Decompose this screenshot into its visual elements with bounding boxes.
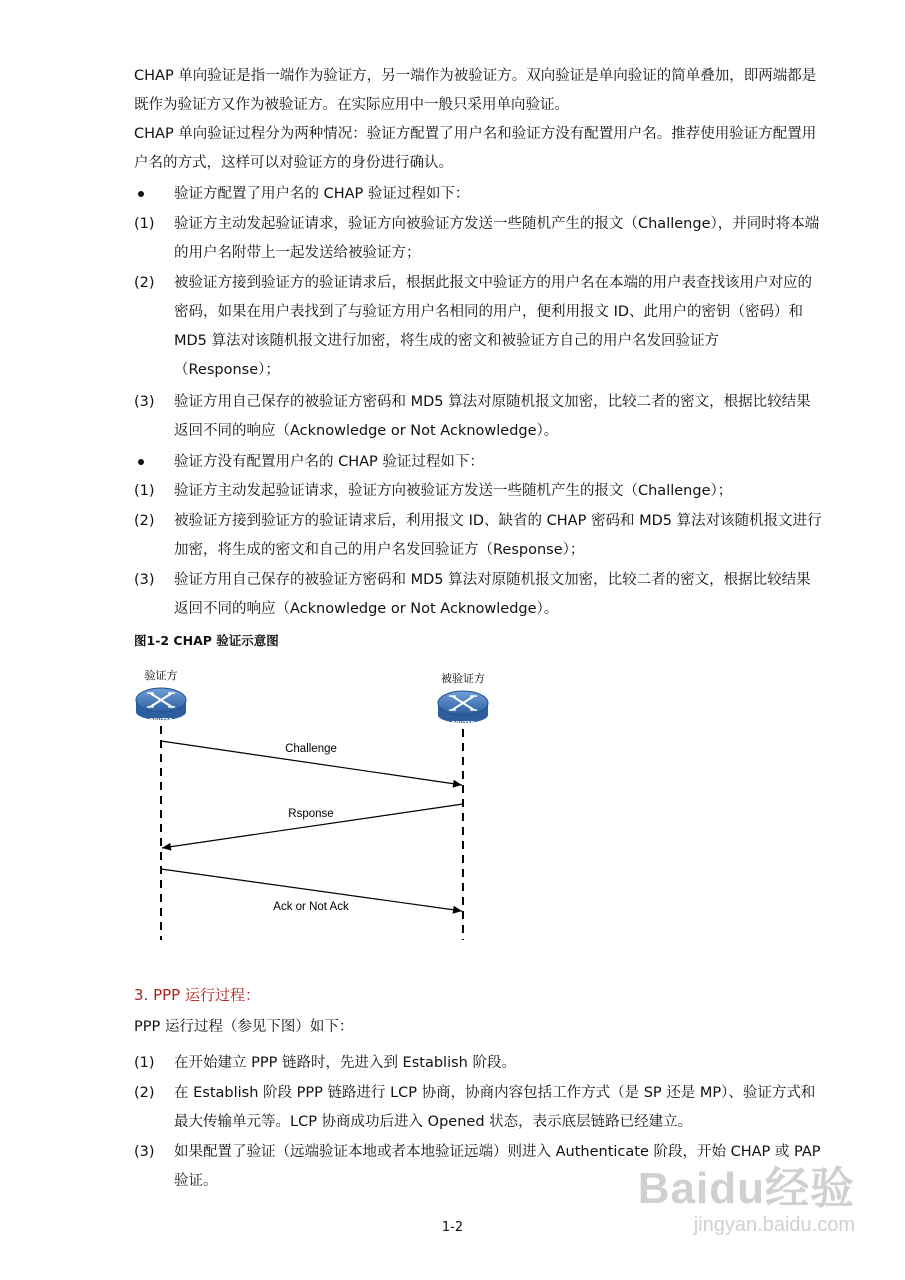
bullet-icon — [138, 459, 144, 465]
list-number: (3) — [134, 1144, 155, 1160]
list-number: (3) — [134, 394, 155, 410]
bullet-configured-username — [134, 180, 824, 209]
router-text: ROUTER — [149, 718, 173, 724]
list-text: 验证方用自己保存的被验证方密码和 MD5 算法对原随机报文加密，比较二者的密文，根据比较结果返回不同的响应（Acknowledge or Not Acknowledge）。 — [174, 572, 811, 617]
bullet-text: 验证方配置了用户名的 CHAP 验证过程如下： — [174, 186, 470, 202]
ack-label: Ack or Not Ack — [273, 901, 349, 913]
list-number: (2) — [134, 275, 155, 291]
list-text: 在 Establish 阶段 PPP 链路进行 LCP 协商，协商内容包括工作方式（是 SP 还是 MP）、验证方式和最大传输单元等。LCP 协商成功后进入 Opened 状态，表示底层链路已经建立。 — [174, 1085, 816, 1130]
list-number: (3) — [134, 572, 155, 588]
list-number: (2) — [134, 1085, 155, 1101]
list-number: (1) — [134, 216, 155, 232]
router-text: ROUTER — [451, 721, 475, 727]
section-heading: 3. PPP 运行过程： — [134, 986, 260, 1004]
list-item — [134, 210, 824, 268]
response-label: Rsponse — [288, 808, 334, 820]
paragraph-intro: CHAP 单向验证是指一端作为验证方，另一端作为被验证方。双向验证是单向验证的简单叠加，即两端都是既作为验证方又作为被验证方。在实际应用中一般只采用单向验证。 — [134, 68, 817, 113]
list-text: 如果配置了验证（远端验证本地或者本地验证远端）则进入 Authenticate 阶段，开始 CHAP 或 PAP 验证。 — [174, 1144, 821, 1189]
paragraph-cases: CHAP 单向验证过程分为两种情况：验证方配置了用户名和验证方没有配置用户名。推荐使用验证方配置用户名的方式，这样可以对验证方的身份进行确认。 — [134, 126, 817, 171]
list-item — [134, 507, 824, 565]
list-text: 被验证方接到验证方的验证请求后，根据此报文中验证方的用户名在本端的用户表查找该用户对应的密码，如果在用户表找到了与验证方用户名相同的用户，便利用报文 ID、此用户的密钥（密码）和 MD5 算法对该随机报文进行加密，将生成的密文和被验证方自己的用户名发回验证方（Response）； — [174, 275, 812, 378]
figure-caption: 图1-2 CHAP 验证示意图 — [134, 633, 279, 648]
list-number: (1) — [134, 1055, 155, 1071]
watermark-url: jingyan.baidu.com — [693, 1214, 855, 1236]
paragraph-ppp-intro: PPP 运行过程（参见下图）如下： — [134, 1019, 354, 1035]
list-item — [134, 477, 824, 506]
verifier-label: 验证方 — [144, 669, 178, 682]
chap-sequence-diagram — [120, 660, 520, 950]
router-icon — [136, 688, 186, 724]
bullet-icon — [138, 191, 144, 197]
list-text: 验证方用自己保存的被验证方密码和 MD5 算法对原随机报文加密，比较二者的密文，根据比较结果返回不同的响应（Acknowledge or Not Acknowledge）。 — [174, 394, 811, 439]
list-number: (1) — [134, 483, 155, 499]
page-number: 1-2 — [441, 1220, 464, 1235]
list-item — [134, 269, 824, 385]
list-item — [134, 1049, 824, 1078]
verified-label: 被验证方 — [441, 672, 485, 685]
list-item — [134, 566, 824, 624]
list-text: 验证方主动发起验证请求，验证方向被验证方发送一些随机产生的报文（Challenge）； — [174, 483, 733, 499]
list-item — [134, 1079, 824, 1137]
watermark-brand: Baidu经验 — [637, 1164, 855, 1213]
list-text: 被验证方接到验证方的验证请求后，利用报文 ID、缺省的 CHAP 密码和 MD5 算法对该随机报文进行加密，将生成的密文和自己的用户名发回验证方（Response）； — [174, 513, 822, 558]
list-item — [134, 388, 824, 446]
bullet-no-username — [134, 448, 824, 477]
challenge-label: Challenge — [285, 743, 337, 755]
list-number: (2) — [134, 513, 155, 529]
router-icon — [438, 691, 488, 727]
list-text: 在开始建立 PPP 链路时，先进入到 Establish 阶段。 — [174, 1055, 516, 1071]
list-text: 验证方主动发起验证请求，验证方向被验证方发送一些随机产生的报文（Challenge），并同时将本端的用户名附带上一起发送给被验证方； — [174, 216, 820, 261]
bullet-text: 验证方没有配置用户名的 CHAP 验证过程如下： — [174, 454, 484, 470]
